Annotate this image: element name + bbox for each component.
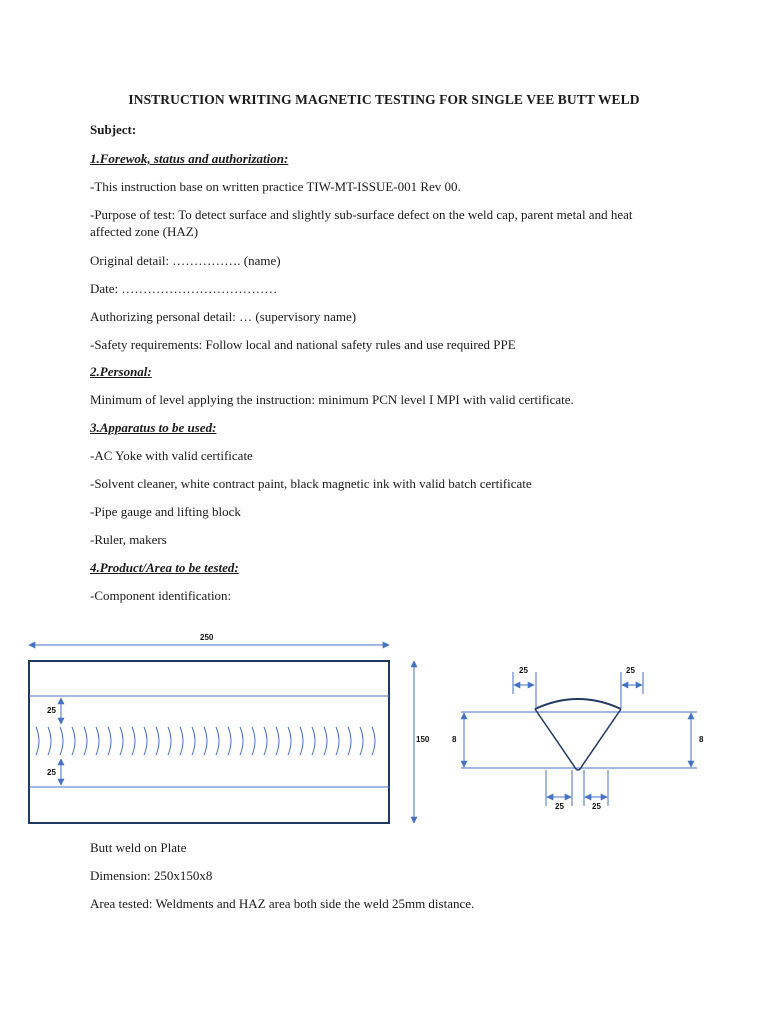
vee-bottom-left-label: 25	[555, 802, 564, 811]
weld-cap-profile	[535, 699, 621, 709]
apparatus-item: -Ruler, makers	[90, 532, 167, 547]
apparatus-item: -Pipe gauge and lifting block	[90, 504, 241, 519]
original-detail-text: Original detail: ……………. (name)	[90, 253, 281, 268]
dimension-text: Dimension: 250x150x8	[90, 868, 213, 883]
butt-weld-text: Butt weld on Plate	[90, 840, 187, 855]
haz-bottom-label: 25	[47, 768, 56, 777]
plate-width-label: 250	[200, 633, 214, 642]
section-4-heading: 4.Product/Area to be tested:	[90, 560, 239, 575]
component-text: -Component identification:	[90, 588, 232, 603]
level-text: Minimum of level applying the instruction: minimum PCN level I MPI with valid certificate.	[90, 392, 574, 407]
date-text: Date: ………………………………	[90, 281, 278, 296]
section-1-heading: 1.Forewok, status and authorization:	[90, 151, 289, 166]
thickness-left-label: 8	[452, 735, 457, 744]
plate-height-label: 150	[416, 735, 430, 744]
vee-bottom-right-label: 25	[592, 802, 601, 811]
apparatus-item: -AC Yoke with valid certificate	[90, 448, 253, 463]
section-3-heading: 3.Apparatus to be used:	[90, 420, 217, 435]
haz-top-label: 25	[47, 706, 56, 715]
weld-bead-ripples	[36, 727, 375, 755]
vee-groove	[535, 709, 621, 770]
plate-top-view	[29, 645, 414, 823]
plate-outline	[29, 661, 389, 823]
safety-text: -Safety requirements: Follow local and national safety rules and use required PPE	[90, 337, 516, 352]
written-practice-text: -This instruction base on written practice TIW-MT-ISSUE-001 Rev 00.	[90, 179, 461, 194]
vee-top-right-label: 25	[626, 666, 635, 675]
subject-label: Subject:	[90, 122, 137, 137]
page-title: INSTRUCTION WRITING MAGNETIC TESTING FOR SINGLE VEE BUTT WELD	[128, 92, 640, 107]
thickness-right-label: 8	[699, 735, 704, 744]
area-tested-text: Area tested: Weldments and HAZ area both side the weld 25mm distance.	[90, 896, 475, 911]
authorizing-text: Authorizing personal detail: … (supervisory name)	[90, 309, 357, 324]
apparatus-item: -Solvent cleaner, white contract paint, black magnetic ink with valid batch certificate	[90, 476, 532, 491]
purpose-text: -Purpose of test: To detect surface and slightly sub-surface defect on the weld cap, parent metal and heat affected zone (HAZ)	[90, 207, 633, 239]
section-2-heading: 2.Personal:	[90, 364, 152, 379]
vee-top-left-label: 25	[519, 666, 528, 675]
vee-cross-section	[461, 672, 697, 806]
